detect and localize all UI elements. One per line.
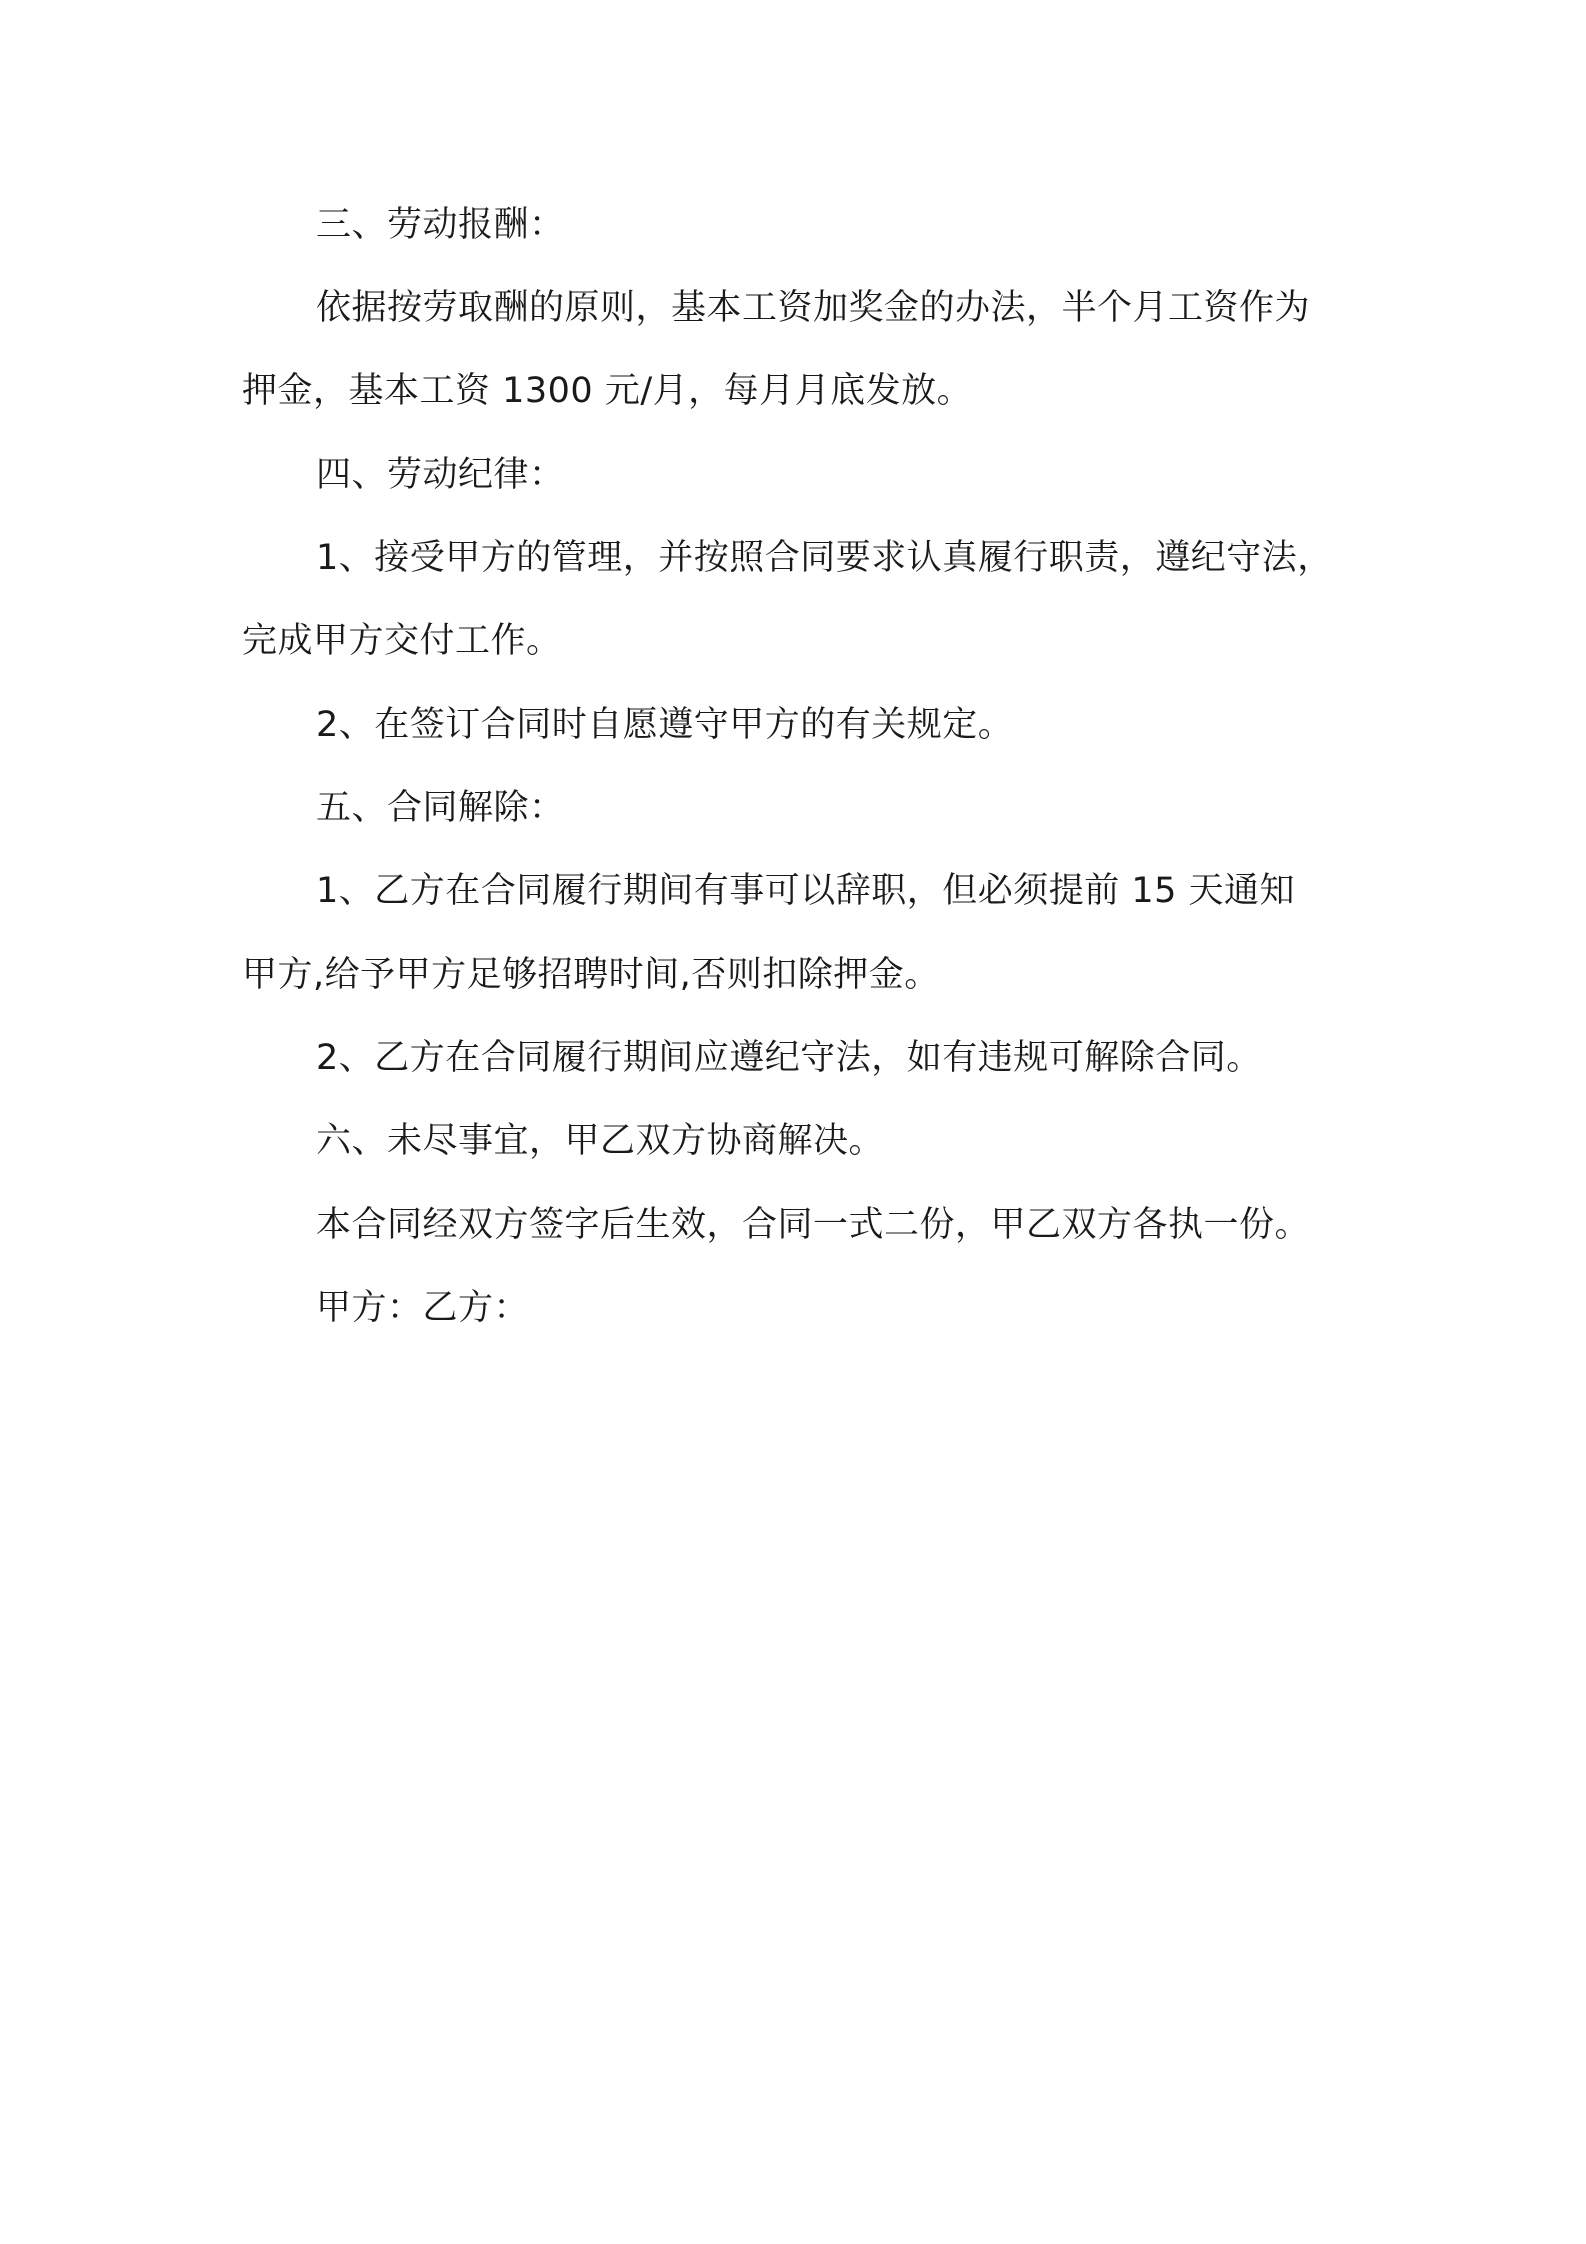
paragraph-line: 1、乙方在合同履行期间有事可以辞职，但必须提前 15 天通知: [316, 871, 1296, 911]
paragraph-line: 完成甲方交付工作。: [242, 621, 562, 661]
section-heading-contract-termination: 五、合同解除：: [316, 788, 565, 828]
section-heading-labor-remuneration: 三、劳动报酬：: [316, 205, 565, 245]
paragraph-line: 2、在签订合同时自愿遵守甲方的有关规定。: [316, 705, 1014, 745]
section-heading-labor-discipline: 四、劳动纪律：: [316, 455, 565, 495]
paragraph-line: 2、乙方在合同履行期间应遵纪守法，如有违规可解除合同。: [316, 1038, 1262, 1078]
paragraph-line: 本合同经双方签字后生效，合同一式二份，甲乙双方各执一份。: [316, 1205, 1311, 1245]
paragraph-line: 甲方,给予甲方足够招聘时间,否则扣除押金。: [242, 955, 940, 995]
section-heading-other-matters: 六、未尽事宜，甲乙双方协商解决。: [316, 1121, 885, 1161]
paragraph-line: 依据按劳取酬的原则，基本工资加奖金的办法，半个月工资作为: [316, 288, 1311, 328]
signature-line: 甲方：乙方：: [316, 1288, 530, 1328]
paragraph-line: 押金，基本工资 1300 元/月，每月月底发放。: [242, 371, 973, 411]
paragraph-line: 1、接受甲方的管理，并按照合同要求认真履行职责，遵纪守法，: [316, 538, 1333, 578]
